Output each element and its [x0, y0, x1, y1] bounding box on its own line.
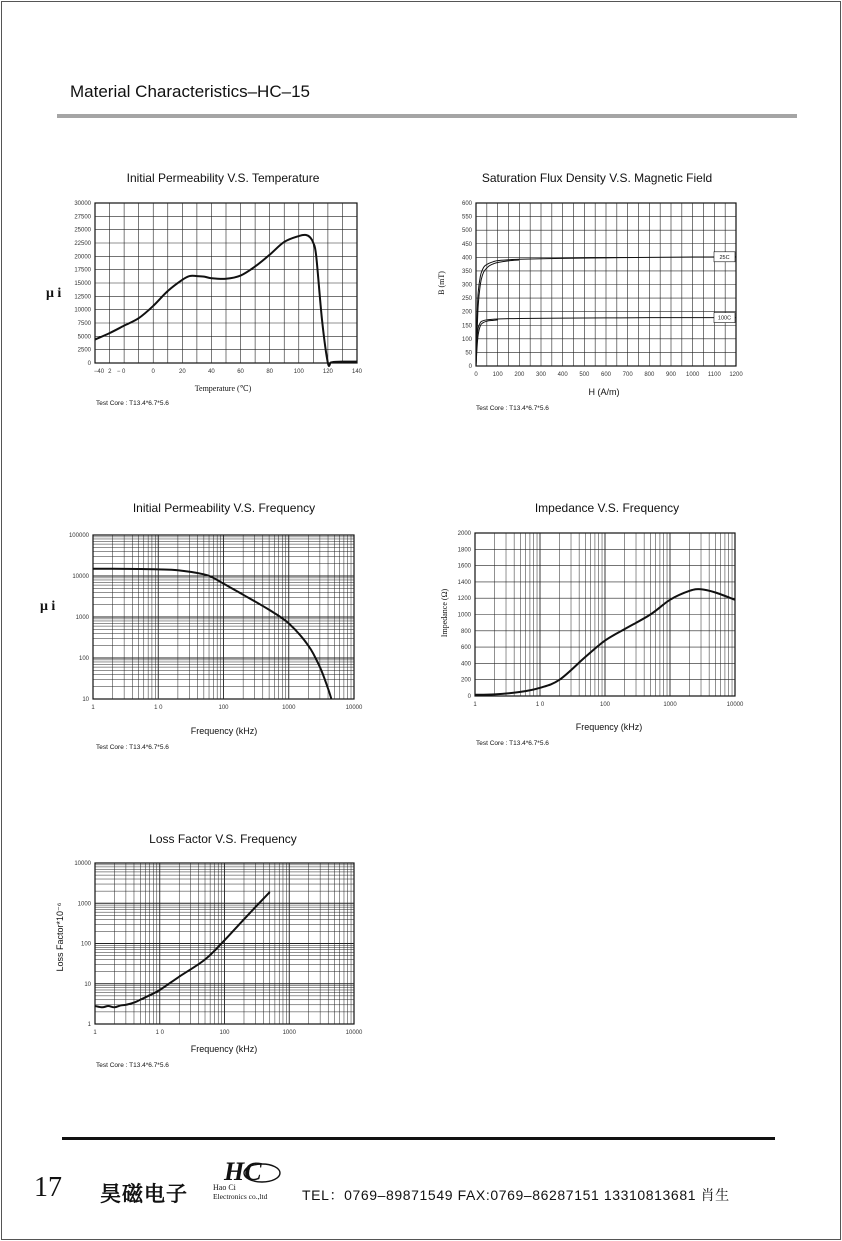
chart-grid	[95, 863, 354, 1024]
x-tick-label: 80	[266, 369, 274, 375]
page-title: Material Characteristics–HC–15	[70, 82, 310, 101]
x-tick-label: 10000	[345, 1030, 363, 1036]
x-tick-label: 500	[579, 372, 590, 378]
y-tick-label: 50	[465, 350, 472, 357]
y-tick-label: 350	[461, 268, 472, 275]
y-tick-label: 0	[468, 364, 472, 370]
y-tick-label: 25000	[74, 227, 91, 234]
y-tick-label: 20000	[74, 254, 91, 261]
y-tick-label: 5000	[77, 334, 91, 341]
footer-rule	[62, 1137, 775, 1140]
y-tick-label: 400	[460, 661, 471, 668]
x-tick-label: 10000	[726, 702, 744, 708]
y-tick-labels	[74, 861, 91, 1028]
x-tick-label: −40	[93, 369, 105, 375]
x-tick-label: 100	[218, 705, 229, 711]
x-tick-label: − 0	[116, 369, 126, 375]
y-tick-label: 12500	[74, 294, 91, 301]
y-tick-label: 600	[460, 645, 471, 652]
x-axis-label: Frequency (kHz)	[190, 1044, 258, 1054]
x-tick-label: 1000	[685, 372, 700, 378]
x-tick-label: 100	[599, 702, 611, 708]
y-tick-label: 550	[461, 214, 472, 221]
y-tick-label: 7500	[77, 321, 91, 327]
chart-grid	[93, 535, 354, 699]
x-tick-label: 40	[208, 369, 215, 375]
x-axis-label: H (A/m)	[588, 387, 620, 397]
y-tick-label: 1400	[457, 579, 471, 586]
y-tick-labels	[458, 531, 472, 700]
x-tick-label: 800	[644, 372, 655, 378]
x-tick-label: 900	[665, 372, 677, 378]
y-tick-label: 100	[461, 336, 472, 343]
chart-grid	[475, 533, 735, 696]
logo-line1: Hao Ci	[213, 1183, 236, 1192]
y-tick-label: 17500	[74, 267, 91, 274]
x-tick-label: 0	[151, 369, 155, 375]
x-tick-label: 1	[473, 702, 477, 708]
y-axis-label: Loss Factor*10⁻⁶	[55, 902, 65, 972]
chart-svg-permeability-temperature	[40, 165, 380, 415]
chart-title: Impedance V.S. Frequency	[534, 501, 680, 515]
x-tick-label: 1000	[282, 705, 296, 711]
y-tick-label: 10000	[74, 307, 91, 314]
y-tick-label: 1600	[457, 563, 471, 570]
series-tag-label: 100C	[717, 315, 732, 322]
y-tick-label: 10000	[72, 574, 89, 580]
x-tick-label: 1000	[282, 1030, 296, 1036]
chart-impedance-frequency	[420, 495, 760, 750]
y-tick-label: 1200	[457, 596, 471, 603]
chart-loss-factor-frequency	[40, 825, 380, 1075]
x-tick-labels	[474, 372, 743, 378]
chart-title: Initial Permeability V.S. Frequency	[132, 501, 316, 515]
y-tick-label: 2000	[457, 531, 471, 537]
y-tick-label: 200	[461, 309, 472, 316]
x-tick-label: 140	[351, 369, 363, 375]
y-tick-label: 300	[461, 282, 472, 289]
chart-title: Loss Factor V.S. Frequency	[149, 832, 297, 846]
x-tick-label: 60	[237, 369, 244, 375]
y-tick-label: 1800	[457, 547, 471, 554]
y-tick-label: 0	[467, 694, 471, 700]
chart-flux-density-field	[420, 165, 760, 415]
y-tick-label: 10000	[74, 861, 91, 867]
y-axis-label: μ i	[46, 286, 62, 301]
x-tick-label: 2	[108, 369, 112, 375]
test-core-note: Test Core : T13.4*6.7*5.6	[476, 740, 549, 747]
x-tick-label: 300	[535, 372, 547, 378]
chart-svg-permeability-frequency	[40, 495, 380, 755]
x-tick-label: 10000	[345, 705, 363, 711]
company-name: 昊磁电子	[100, 1183, 188, 1206]
series-tags	[714, 252, 735, 323]
chart-grid	[476, 203, 736, 366]
chart-title: Saturation Flux Density V.S. Magnetic Field	[481, 171, 713, 185]
x-tick-label: 1200	[729, 372, 743, 378]
x-tick-label: 1100	[707, 372, 721, 378]
title-rule	[57, 114, 797, 118]
x-tick-label: 100	[293, 369, 304, 375]
chart-permeability-frequency	[40, 495, 380, 755]
y-tick-label: 250	[461, 296, 472, 303]
x-tick-label: 100	[219, 1030, 230, 1036]
y-tick-label: 0	[87, 361, 91, 367]
x-axis-label: Temperature (℃)	[194, 384, 252, 393]
y-tick-label: 600	[461, 201, 472, 207]
logo-line2: Electronics co.,ltd	[213, 1192, 268, 1201]
x-tick-label: 700	[622, 372, 633, 378]
x-tick-label: 0	[474, 372, 478, 378]
x-tick-label: 120	[322, 369, 333, 375]
x-tick-label: 200	[514, 372, 525, 378]
test-core-note: Test Core : T13.4*6.7*5.6	[96, 744, 169, 751]
contact-info: TEL：0769–89871549 FAX:0769–86287151 13310813681 肖生	[302, 1187, 730, 1203]
x-axis-label: Frequency (kHz)	[190, 726, 258, 736]
y-tick-label: 500	[461, 228, 472, 235]
x-tick-label: 1 0	[535, 702, 545, 708]
y-tick-label: 100	[78, 656, 89, 662]
y-tick-label: 15000	[74, 281, 91, 287]
x-tick-label: 1000	[663, 702, 677, 708]
y-tick-label: 10	[82, 697, 89, 703]
chart-svg-flux-density-field	[420, 165, 760, 415]
series-tag-label: 25C	[719, 254, 730, 261]
y-tick-label: 1000	[457, 612, 471, 619]
chart-permeability-temperature	[40, 165, 380, 415]
y-tick-labels	[462, 201, 473, 370]
x-tick-labels	[93, 1030, 363, 1036]
chart-svg-loss-factor-frequency	[40, 825, 380, 1075]
y-tick-label: 150	[461, 323, 472, 330]
chart-title: Initial Permeability V.S. Temperature	[126, 171, 320, 185]
y-tick-label: 400	[461, 255, 472, 262]
test-core-note: Test Core : T13.4*6.7*5.6	[96, 1062, 169, 1069]
x-tick-label: 1	[93, 1030, 97, 1036]
y-axis-label: μ i	[40, 599, 56, 614]
x-tick-labels	[94, 369, 363, 375]
y-tick-label: 30000	[74, 201, 91, 207]
y-tick-label: 100	[80, 941, 91, 948]
y-tick-label: 27500	[74, 214, 91, 221]
x-tick-label: 1	[91, 705, 95, 711]
y-tick-label: 2500	[77, 347, 91, 354]
x-tick-label: 1 0	[154, 705, 163, 711]
x-tick-labels	[473, 702, 744, 708]
test-core-note: Test Core : T13.4*6.7*5.6	[96, 400, 169, 407]
y-tick-label: 22500	[74, 241, 91, 247]
page-number: 17	[34, 1172, 62, 1203]
y-tick-label: 450	[461, 241, 472, 248]
x-tick-label: 100	[492, 372, 503, 378]
y-tick-label: 1000	[77, 901, 91, 908]
test-core-note: Test Core : T13.4*6.7*5.6	[476, 405, 549, 412]
y-tick-label: 800	[460, 628, 471, 635]
x-tick-label: 20	[178, 369, 186, 375]
x-axis-label: Frequency (kHz)	[575, 722, 643, 732]
y-tick-label: 1	[87, 1022, 91, 1028]
y-tick-label: 1000	[75, 615, 89, 621]
y-axis-label: B (mT)	[437, 271, 446, 295]
x-tick-label: 400	[557, 372, 568, 378]
y-tick-label: 10	[84, 981, 91, 988]
y-tick-labels	[69, 533, 90, 703]
x-tick-labels	[91, 705, 363, 711]
x-tick-label: 600	[600, 372, 612, 378]
x-tick-label: 1 0	[155, 1030, 164, 1036]
chart-svg-impedance-frequency	[420, 495, 760, 750]
y-tick-label: 200	[460, 677, 471, 684]
logo-mark: HC	[224, 1157, 262, 1186]
y-axis-label: Impedance (Ω)	[440, 588, 449, 638]
y-tick-label: 100000	[68, 533, 89, 539]
y-tick-labels	[74, 201, 91, 367]
